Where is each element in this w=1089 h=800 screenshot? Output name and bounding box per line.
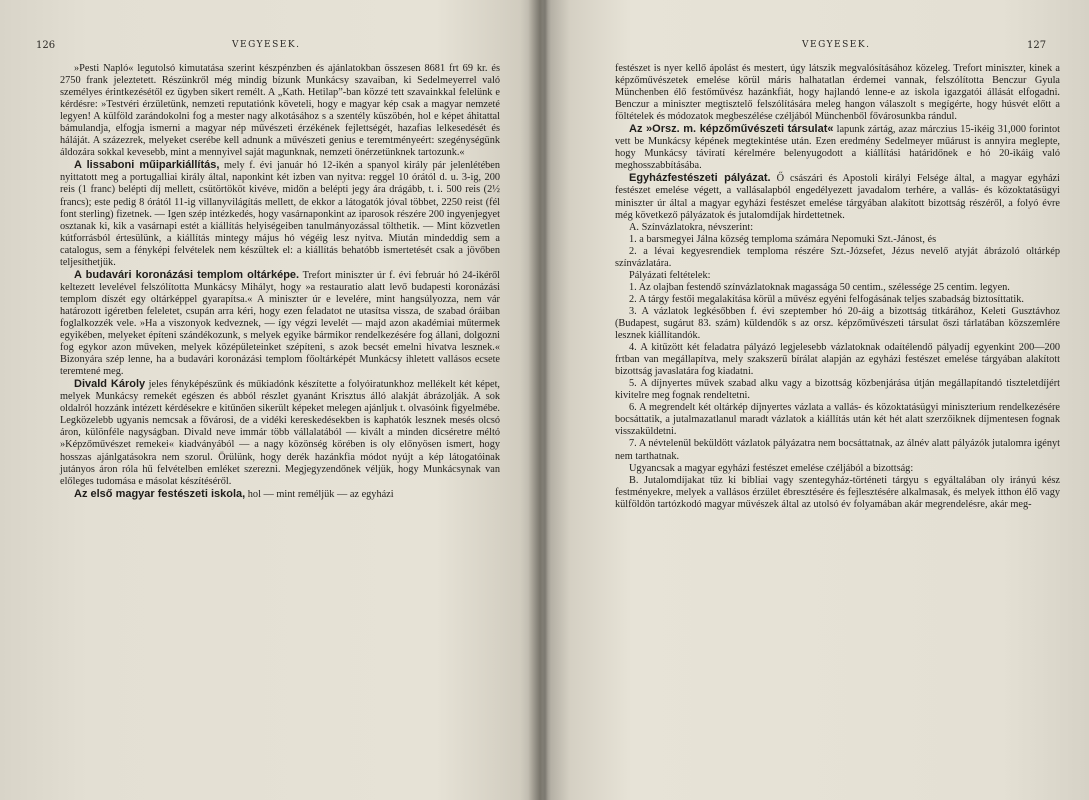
- page-number-left: 126: [36, 40, 56, 51]
- section-title: Egyházfestészeti pályázat.: [629, 172, 771, 185]
- section-title: Az első magyar festészeti iskola,: [74, 487, 246, 500]
- section-text: Trefort miniszter úr f. évi február hó 24-ikéről keltezett levelével felszólította Munkácsy Mihályt, hogy »a restauratio alatt levő budapesti koronázási templom díszét egy oltárképpel gyarapítsa.« A miniszter úr e levelére, mint hangsúlyozza, nem vár határozott igéretben feleletet, csupán arra kéri, hogy ezen feladatot ne utasítsa vissza, de szabad óráiban foglalkozzék vele. »Ha a viszonyok kedveznek, — így végzi levelét — majd azon akadémiai műtermek egyikében, melyeket építeni szándékozunk, s melyek egyike bármikor rendelkezésére fog állani, dolgozni fog egykor azon műveken, melyek középületeinket szépíteni, s azok becsét emelni hivatva lesznek.« Bizonyára szép lenne, ha a budavári koronázási templom főoltárképét Munkácsy ihletett vallásos ecsete teremtené meg.: [60, 269, 501, 378]
- list-item: 6. A megrendelt két oltárkép díjnyertes vázlata a vallás- és közoktatásügyi miniszterium rendelkezésére bocsáttatik, a jutalmazatlanul maradt vázlatok a kiállítás után két hét alatt szerzőiknek díjmentesen fognak visszaküldetni.: [615, 402, 1060, 438]
- book-gutter: [520, 0, 570, 800]
- section-title: Divald Károly: [74, 378, 146, 391]
- right-body-text: [615, 63, 1060, 511]
- paragraph: [60, 378, 500, 487]
- left-body-text: [60, 63, 500, 501]
- list-item: 3. A vázlatok legkésőbben f. évi szeptember hó 20-áig a bizottság titkárához, Keleti Gusztávhoz (Budapest, sugárut 83. szám) küldendők s az orsz. képzőművészeti társulat őszi tárlatában közszemlére lesznek kiállítandók.: [615, 305, 1060, 342]
- paragraph: [60, 269, 500, 378]
- paragraph: B. Jutalomdíjakat tűz ki bibliai vagy szentegyház-történeti tárgyu s egyáltalában oly irányú kész festményekre, melyek a vallásos érzület ébresztésére és fejlesztésére alkalmasak, és melyek itthon élő vagy külföldön tartózkodó magyar művészek által az utolsó év folyamában akár megrendelésre, akár meg-: [615, 474, 1060, 510]
- list-item: 7. A névtelenül beküldött vázlatok pályázatra nem bocsáttatnak, az álnév alatt pályázók jutalomra igényt nem tarthatnak.: [615, 438, 1060, 462]
- section-text: hol — mint reméljük — az egyházi: [247, 488, 394, 500]
- right-page: [545, 0, 1089, 800]
- list-item: 4. A kitűzött két feladatra pályázó legjelesebb vázlatoknak odaítélendő pályadíj egyenkint 200—200 frtban van megállapítva, mely szakszerű bírálat alapján az egyházi festészet emelése tárgyában alakított bizottság javaslatára fog kiadatni.: [615, 342, 1060, 378]
- section-title: A budavári koronázási templom oltárképe.: [74, 268, 300, 281]
- page-number-right: 127: [1027, 40, 1047, 51]
- section-text: jeles fényképészünk és műkiadónk készítette a folyóiratunkhoz mellékelt két képet, melyek Munkácsy remekét egészen és abból részlet gyanánt Krisztus álló alakját ábrázolják. A sok oldalról hozzánk intézett kérdésekre e kitűnően sikerült képeket melegen ajánljuk t. olvasóink figyelmébe. Legközelebb ugyanis nemcsak a fővárosi, de a vidéki kereskedésekben is kaphatók lesznek mesés olcsó áron, különféle nagyságban. Divald neve immár több vállalatából — kivált a minden dicséretre méltó »Képzőművészet remekei« kiadványából — a nagy közönség körében is oly előnyösen ismert, hogy hosszas ajánlgatásokra nem szorul. Örülünk, hogy derék hazánkfia módot nyújt a kép látogatóinak jutányos áron róla hű felvételben emléket szerezni. Megjegyzendőnek véljük, hogy Munkácsynak van előleges tudomása e másolat készítéséről.: [60, 379, 501, 487]
- list-item: 2. a lévai kegyesrendiek temploma részére Szt.-Józsefet, Jézus nevelő atyját ábrázoló oltárkép színvázlatára.: [615, 245, 1060, 269]
- paragraph: [60, 159, 500, 268]
- running-head-left: VEGYESEK.: [232, 40, 301, 50]
- paragraph: [60, 488, 500, 501]
- section-title: Az »Orsz. m. képzőművészeti társulat«: [629, 123, 834, 136]
- section-text: mely f. évi január hó 12-ikén a spanyol király pár jelenlétében nyittatott meg a portugalliai király által, naponkint két izben van nyitva: reggel 10 órától d. u. 3-ig, 200 reis (1 franc) belépti díj mellett, csütörtököt kivéve, midőn a belépti jegy ára drágább, t. i. 500 reis (2½ francs); este pedig 8 órától 11-ig villanyvilágítás mellett, de ekkor a látogatók jóval többet, 2250 reist (fél font sterling) fizetnek. — Igen szép intézkedés, hogy vasárnaponkint az iparosok részére 200 ingyenjegyet osztanak ki, kik a vasárnapi estét a kiállítás helyiségeiben tanulmányozással tölthetik. — Mint közvetlen kútforrásból értesülünk, a kiállítás mintegy május hó végéig lesz nyitva. Miután mindeddig sem a catalogus, sem a fényképi felvételek nem készültek el: a kiállítás behatóbb ismertetését csak a jövőben teljesíthetjük.: [60, 160, 501, 268]
- conditions-title: Pályázati feltételek:: [629, 269, 711, 281]
- section-text: Ő császári és Apostoli királyi Felsége által, a magyar egyházi festészet emelése végett, a vallásalapból engedélyezett javadalom terhére, a vallás- és közoktatásügyi miniszter úr által a magyar egyházi festészet emelése tárgyában alakított bizottság részéről, a folyó évre még következő pályázatok és jutalomdíjak hirdettetnek.: [615, 173, 1060, 221]
- list-item: A. Színvázlatokra, névszerint:: [629, 221, 754, 233]
- list-item: 1. Az olajban festendő színvázlatoknak magassága 50 centim., szélessége 25 centim. legyen.: [629, 281, 1010, 293]
- paragraph: Ugyancsak a magyar egyházi festészet emelése czéljából a bizottság:: [629, 462, 914, 474]
- paragraph: »Pesti Napló« legutolsó kimutatása szerint készpénzben és ajánlatokban összesen 8681 frt 69 kr. és 2750 frank jeleztetett. Részünkről még mindig bízunk Munkácsy szavaiban, ki Sedelmeyerrel való személyes érintkezésétől ez ügyben sikert remélt. A „Kath. Hetilap”-ban közzé tett szavainkkal felelünk e kérdésre: »Testvéri érzületünk, nemzeti reputatiónk követeli, hogy e magyar kép csak a magyar nemzeté legyen! A külföld zarándokolni fog a mester nagy alkotásához s a szentély küszöbén, hol e képet áhitattal bámulandja, elfogja ismerni a magyar nép művészeti érzékének fejlettségét, hazafias lelkesedését és háláját. A százezrek, melyeket cserébe kell adnunk a művészeti genius e teremtményeért: szegénységünk áldozára sokkal kevesebb, mint a mennyivel saját magunknak, nemzeti önérzetünknek tartozunk.«: [60, 63, 500, 159]
- paragraph: [615, 123, 1060, 172]
- section-title: A lissaboni műiparkiállítás,: [74, 159, 220, 172]
- paragraph: festészet is nyer kellő ápolást és mestert, úgy látszik megvalósításához közeleg. Trefort miniszter, kinek a képzőművészetek emelése körül máris halhatatlan érdemei vannak, felszólította Benczur Gyula Münchenben élő festőművész hazánkfiát, hogy hajlandó lenne-e az iskola igazgatói állását elfogadni. Benczur a miniszter megtisztelő felszólítására meleg hangon válaszolt s megígérte, hogy húsvét előtt a föltételek és módozatok megbeszélése czéljából Münchenből fővárosunkba rándul.: [615, 63, 1060, 123]
- paragraph: [615, 172, 1060, 221]
- left-page: [0, 0, 540, 800]
- section-text: lapunk zártág, azaz márczius 15-ikéig 31,000 forintot vett be Munkácsy képének megtekintése után. Ezen eredmény Sedelmeyer műárust is annyira meglepte, hogy Munkácsy táviratí kérelmére belenyugodott a kiállítási határidőnek e hó 20-ikáig való meghosszabbításába.: [615, 124, 1061, 172]
- list-item: 5. A díjnyertes művek szabad alku vagy a bizottság közbenjárása útján megállapítandó tiszteletdíjért kivitelre meg fognak rendeltetni.: [615, 378, 1060, 402]
- list-item: 2. A tárgy festői megalakítása körül a művész egyéni felfogásának teljes szabadság biztosíttatik.: [629, 293, 1024, 305]
- running-head-right: VEGYESEK.: [802, 40, 871, 50]
- list-item: 1. a barsmegyei Jálna község temploma számára Nepomuki Szt.-Jánost, és: [629, 233, 937, 245]
